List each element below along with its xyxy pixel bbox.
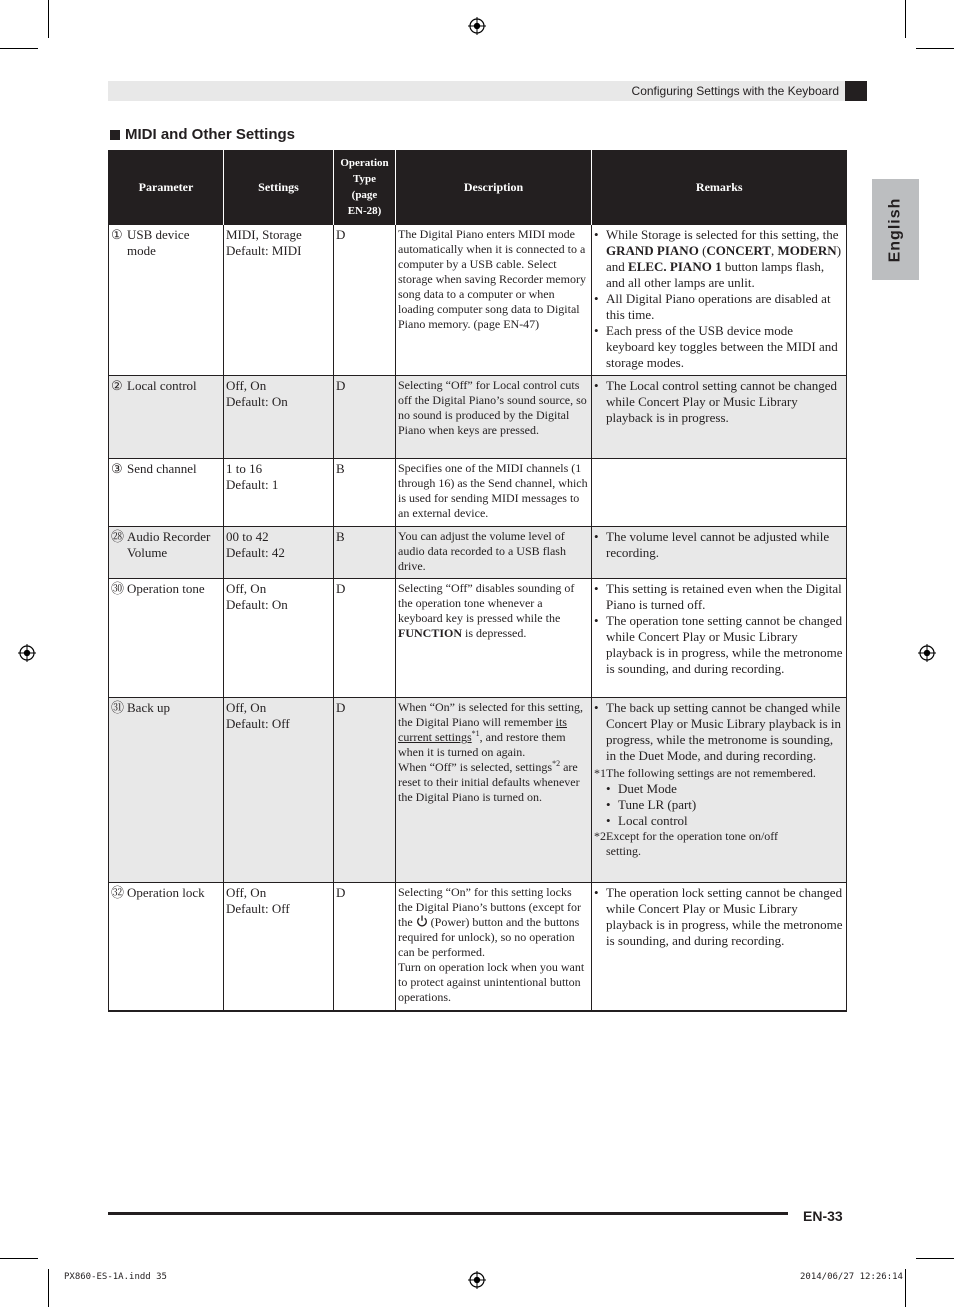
parameter-number: ② [111, 378, 123, 393]
header-operation-type-line: EN-28) [347, 205, 382, 217]
header-operation-type [334, 150, 396, 225]
crop-mark [916, 48, 954, 49]
settings-default: Default: On [226, 394, 288, 409]
language-tab [872, 179, 919, 280]
operation-type-cell: D [334, 225, 396, 376]
remark-item: • Each press of the USB device mode keyboard key toggles between the MIDI and storage modes. [594, 323, 844, 371]
remarks-cell [592, 579, 847, 698]
parameter-name: USB device mode [127, 227, 190, 258]
parameter-cell [109, 459, 224, 527]
parameter-name: Back up [127, 700, 170, 715]
parameter-number: ㉜ [111, 885, 125, 900]
footnote-2: *2Except for the operation tone on/off [594, 829, 779, 843]
parameter-cell [109, 225, 224, 376]
operation-type-cell: B [334, 459, 396, 527]
footer-rule [108, 1212, 788, 1215]
page-number: EN-33 [803, 1208, 843, 1224]
table-header-row [109, 150, 847, 225]
registration-mark-icon [468, 17, 486, 35]
header-description: Description [396, 150, 592, 225]
header-block [845, 81, 867, 101]
settings-values: MIDI, Storage [226, 227, 302, 242]
remarks-cell [592, 698, 847, 883]
running-header-title: Configuring Settings with the Keyboard [631, 84, 839, 98]
parameter-name: Operation tone [127, 581, 205, 596]
table-row [109, 579, 847, 698]
settings-default: Default: Off [226, 901, 290, 916]
settings-cell [224, 527, 334, 579]
header-settings: Settings [224, 150, 334, 225]
remark-item: • The Local control setting cannot be changed while Concert Play or Music Library playback is in progress. [594, 378, 844, 426]
parameter-name: Send channel [127, 461, 197, 476]
running-header-bar [108, 81, 845, 101]
description-cell: Selecting “Off” disables sounding of the operation tone whenever a keyboard key is pressed while the FUNCTION is depressed. [396, 579, 592, 698]
settings-values: 1 to 16 [226, 461, 263, 476]
footnote-2-continued: setting. [606, 844, 641, 858]
registration-mark-icon [468, 1271, 486, 1289]
slug-date: 2014/06/27 12:26:14 [800, 1272, 903, 1282]
header-operation-type-line: (page [351, 189, 378, 201]
list-item: • Duet Mode [606, 781, 844, 797]
settings-cell [224, 376, 334, 459]
remark-item: • While Storage is selected for this setting, the GRAND PIANO (CONCERT, MODERN) and ELEC. PIANO 1 button lamps flash, and all other lamps are unlit. [594, 227, 844, 291]
settings-default: Default: 42 [226, 545, 285, 560]
parameter-cell [109, 527, 224, 579]
parameter-cell [109, 883, 224, 1011]
settings-default: Default: 1 [226, 477, 279, 492]
description-cell: Selecting “On” for this setting locks the Digital Piano’s buttons (except for the (Power) button and the buttons required for unlock), so no operation can be performed. Turn on operation lock when you want to protect against unintentional button operations. [396, 883, 592, 1011]
list-item: • Tune LR (part) [606, 797, 844, 813]
description-cell: The Digital Piano enters MIDI mode automatically when it is connected to a computer by a USB cable. Select storage when saving Recorder memory song data to a computer or when loading computer song data to Digital Piano memory. (page EN-47) [396, 225, 592, 376]
settings-default: Default: MIDI [226, 243, 302, 258]
square-bullet-icon [110, 130, 120, 140]
crop-mark [905, 1269, 906, 1307]
settings-cell [224, 883, 334, 1011]
remark-item: • The back up setting cannot be changed while Concert Play or Music Library playback is in progress, while the metronome is sounding, in the Duet Mode, and during recording. [594, 700, 844, 764]
settings-values: Off, On [226, 581, 267, 596]
parameter-number: ㉚ [111, 581, 125, 596]
settings-cell [224, 459, 334, 527]
remarks-cell [592, 376, 847, 459]
remark-item: • The volume level cannot be adjusted while recording. [594, 529, 844, 561]
table-row [109, 225, 847, 376]
crop-mark [48, 0, 49, 38]
footnote-1: *1The following settings are not remembered. [594, 766, 816, 780]
crop-mark [0, 1258, 38, 1259]
crop-mark [0, 48, 38, 49]
table-row [109, 376, 847, 459]
registration-mark-icon [918, 644, 936, 662]
settings-cell [224, 579, 334, 698]
parameter-cell [109, 579, 224, 698]
slug-file: PX860-ES-1A.indd 35 [64, 1272, 167, 1282]
settings-cell [224, 225, 334, 376]
crop-mark [905, 0, 906, 38]
crop-mark [916, 1258, 954, 1259]
operation-type-cell: D [334, 698, 396, 883]
header-parameter: Parameter [109, 150, 224, 225]
settings-values: Off, On [226, 885, 267, 900]
settings-default: Default: Off [226, 716, 290, 731]
settings-default: Default: On [226, 597, 288, 612]
parameter-number: ㉘ [111, 529, 125, 544]
parameter-number: ③ [111, 461, 123, 476]
remarks-cell [592, 883, 847, 1011]
description-cell: Specifies one of the MIDI channels (1 through 16) as the Send channel, which is used for sending MIDI messages to an external device. [396, 459, 592, 527]
settings-values: Off, On [226, 378, 267, 393]
crop-mark [48, 1269, 49, 1307]
remark-item: • All Digital Piano operations are disabled at this time. [594, 291, 844, 323]
parameter-number: ㉛ [111, 700, 125, 715]
remark-item: • This setting is retained even when the Digital Piano is turned off. [594, 581, 844, 613]
header-remarks: Remarks [592, 150, 847, 225]
parameter-name: Audio Recorder Volume [127, 529, 211, 560]
remarks-cell [592, 225, 847, 376]
table-row [109, 459, 847, 527]
registration-mark-icon [18, 644, 36, 662]
parameter-name: Local control [127, 378, 197, 393]
parameter-cell [109, 698, 224, 883]
footnote-1-list [594, 781, 844, 829]
list-item: • Local control [606, 813, 844, 829]
settings-values: 00 to 42 [226, 529, 269, 544]
settings-cell [224, 698, 334, 883]
header-operation-type-line: Type [352, 173, 377, 185]
description-cell: You can adjust the volume level of audio data recorded to a USB flash drive. [396, 527, 592, 579]
description-cell: Selecting “Off” for Local control cuts off the Digital Piano’s sound source, so no sound is produced by the Digital Piano when keys are pressed. [396, 376, 592, 459]
parameter-name: Operation lock [127, 885, 205, 900]
operation-type-cell: D [334, 376, 396, 459]
section-title-text: MIDI and Other Settings [125, 126, 296, 143]
power-icon [416, 915, 428, 927]
table-row [109, 698, 847, 883]
settings-values: Off, On [226, 700, 267, 715]
description-cell: When “On” is selected for this setting, the Digital Piano will remember its current settings$^{*1}$, and restore them when it is turned on again. When “Off” is selected, settings$^{*2}$ are reset to their initial defaults whenever the Digital Piano is turned on. [396, 698, 592, 883]
remarks-cell [592, 459, 847, 527]
remark-item: • The operation tone setting cannot be changed while Concert Play or Music Library playback is in progress, while the metronome is sounding, and during recording. [594, 613, 844, 677]
operation-type-cell: B [334, 527, 396, 579]
operation-type-cell: D [334, 579, 396, 698]
table-row [109, 883, 847, 1011]
operation-type-cell: D [334, 883, 396, 1011]
remarks-cell [592, 527, 847, 579]
remark-item: • The operation lock setting cannot be changed while Concert Play or Music Library playback is in progress, while the metronome is sounding, and during recording. [594, 885, 844, 949]
parameter-number: ① [111, 227, 123, 242]
header-operation-type-line: Operation [340, 157, 389, 169]
language-tab-label: English [886, 197, 904, 262]
parameter-cell [109, 376, 224, 459]
table-row [109, 527, 847, 579]
settings-table [108, 150, 847, 1012]
section-title [110, 126, 295, 143]
